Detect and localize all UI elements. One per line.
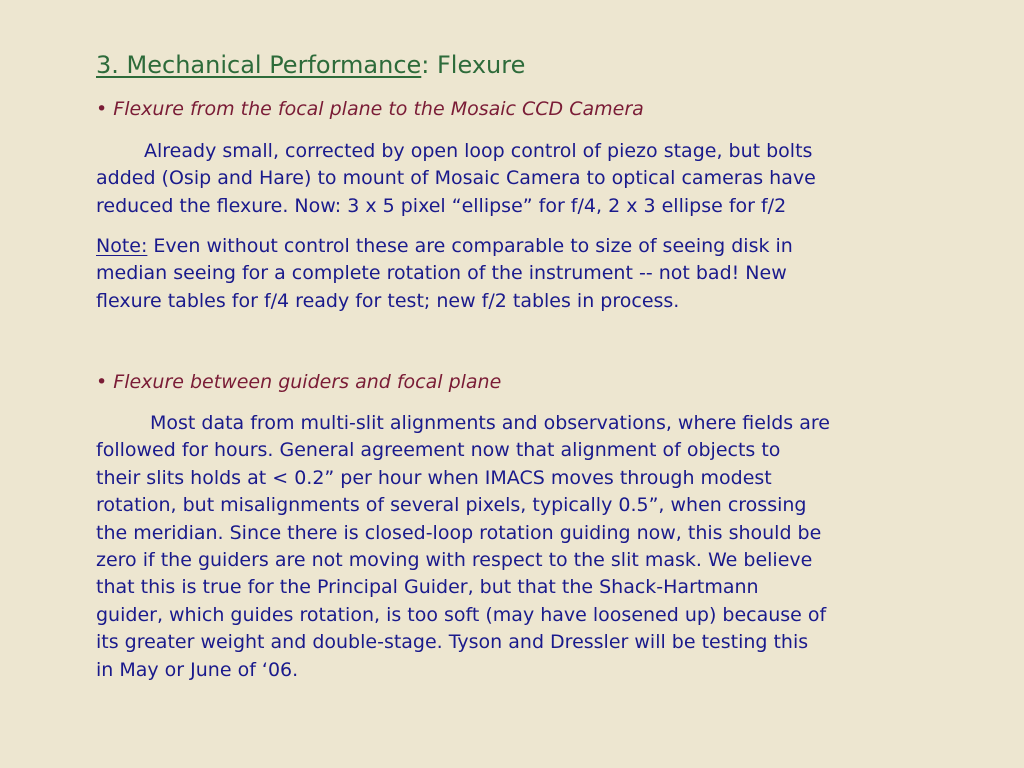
note-line: median seeing for a complete rotation of the instrument -- not bad! New	[96, 262, 787, 285]
section2-paragraph	[96, 410, 936, 684]
paragraph-line: Most data from multi-slit alignments and observations, where fields are	[150, 412, 830, 434]
paragraph-line: their slits holds at < 0.2” per hour when IMACS moves through modest	[96, 466, 772, 489]
note-first-line	[96, 233, 936, 260]
slide-title	[96, 49, 525, 81]
paragraph-line: added (Osip and Hare) to mount of Mosaic Camera to optical cameras have	[96, 167, 816, 190]
section1-heading-text: Flexure from the focal plane to the Mosaic CCD Camera	[113, 98, 644, 120]
section1-heading	[96, 96, 644, 122]
note-text: Even without control these are comparable to size of seeing disk in	[147, 235, 793, 257]
bullet-icon: •	[96, 98, 108, 120]
paragraph-line: rotation, but misalignments of several pixels, typically 0.5”, when crossing	[96, 494, 807, 517]
paragraph-line: zero if the guiders are not moving with respect to the slit mask. We believe	[96, 549, 813, 572]
section2-heading	[96, 369, 501, 395]
paragraph-line: the meridian. Since there is closed-loop rotation guiding now, this should be	[96, 521, 822, 544]
slide-title-rest: : Flexure	[421, 51, 526, 79]
note-paragraph	[96, 233, 936, 315]
note-line: flexure tables for f/4 ready for test; new f/2 tables in process.	[96, 289, 680, 312]
section1-paragraph	[96, 138, 936, 220]
slide-title-underlined: 3. Mechanical Performance	[96, 51, 422, 79]
paragraph-line: its greater weight and double-stage. Tyson and Dressler will be testing this	[96, 631, 809, 654]
note-label: Note:	[96, 235, 148, 257]
paragraph-line: followed for hours. General agreement now that alignment of objects to	[96, 439, 781, 462]
paragraph-line: that this is true for the Principal Guider, but that the Shack-Hartmann	[96, 576, 759, 599]
paragraph-line: guider, which guides rotation, is too soft (may have loosened up) because of	[96, 603, 827, 626]
paragraph-line: reduced the flexure. Now: 3 x 5 pixel “ellipse” for f/4, 2 x 3 ellipse for f/2	[96, 194, 787, 217]
paragraph-line: Already small, corrected by open loop control of piezo stage, but bolts	[144, 140, 813, 162]
paragraph-line: in May or June of ‘06.	[96, 658, 299, 681]
section2-heading-text: Flexure between guiders and focal plane	[113, 371, 502, 393]
bullet-icon: •	[96, 371, 108, 393]
